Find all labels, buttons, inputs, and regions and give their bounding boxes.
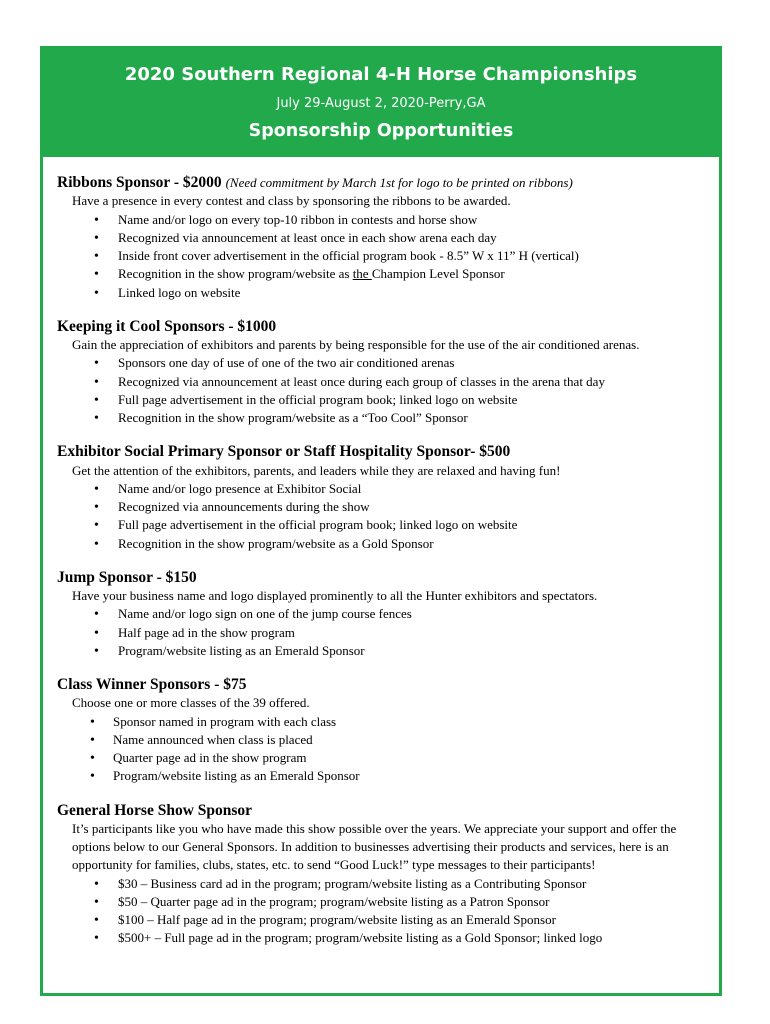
section-jump-sponsor [57,569,719,660]
list-item [57,284,719,302]
list-item-text: Recognition in the show program/website as a “Too Cool” Sponsor [118,410,468,425]
bullet-icon [94,516,99,535]
section-general-sponsor [57,802,719,948]
section-ribbons-sponsor [57,174,719,302]
list-item [57,767,719,785]
list-item-text: Sponsors one day of use of one of the two air conditioned arenas [118,355,455,371]
bullet-icon [94,498,99,517]
list-item [57,749,719,767]
bullet-icon [94,480,99,499]
bullet-icon [94,391,99,410]
list-item [57,875,719,893]
event-title: 2020 Southern Regional 4-H Horse Championships [124,64,638,85]
section-title-text: Ribbons Sponsor - $2000 [57,174,222,191]
section-description: Gain the appreciation of exhibitors and parents by being responsible for the use of the air conditioned arenas. [72,337,640,352]
list-item-text: Inside front cover advertisement in the official program book - 8.5” W x 11” H (vertical) [118,248,579,263]
bullet-icon [94,373,99,392]
list-item [57,373,719,391]
page-subtitle: Sponsorship Opportunities [248,121,514,141]
list-item-text: Recognized via announcement at least once during each group of classes in the arena that day [118,373,605,389]
list-item [57,642,719,660]
bullet-icon [94,911,99,930]
section-title: Jump Sponsor - $150 [57,568,197,586]
list-item [57,893,719,911]
list-item [57,911,719,929]
list-item-text: Name and/or logo presence at Exhibitor Social [118,480,362,496]
bullet-icon [94,893,99,912]
section-keeping-cool-sponsors [57,318,719,428]
list-item [57,211,719,229]
list-item [57,731,719,749]
list-item-text: Program/website listing as an Emerald Sponsor [118,642,365,658]
section-description: It’s participants like you who have made this show possible over the years. We appreciate your support and offer the options below to our General Sponsors. In addition to businesses advertising their products and services, here is an opportunity for families, clubs, states, etc. to send “Good Luck!” type messages to their participants! [72,820,677,873]
list-item-text: $100 – Half page ad in the program; program/website listing as an Emerald Sponsor [118,912,556,927]
list-item-text: Quarter page ad in the show program [113,750,307,765]
bullet-icon [94,929,99,948]
list-item [57,624,719,642]
event-dates: July 29-August 2, 2020-Perry,GA [276,96,486,111]
section-title: Exhibitor Social Primary Sponsor or Staff Hospitality Sponsor- $500 [57,443,511,461]
list-item [57,409,719,427]
list-item-text: Name and/or logo on every top-10 ribbon in contests and horse show [118,211,478,227]
section-description: Choose one or more classes of the 39 offered. [72,695,310,711]
section-description: Have your business name and logo displayed prominently to all the Hunter exhibitors and spectators. [72,588,598,603]
bullet-icon [94,284,99,303]
list-item [57,354,719,372]
list-item-text: $30 – Business card ad in the program; program/website listing as a Contributing Sponsor [118,875,587,891]
list-item [57,605,719,623]
list-item [57,265,719,283]
bullet-icon [94,535,99,554]
bullet-icon [94,409,99,428]
section-title: Keeping it Cool Sponsors - $1000 [57,317,277,335]
bullet-icon [90,713,95,732]
list-item-text: Full page advertisement in the official program book; linked logo on website [118,517,518,533]
underlined-text: the [352,266,372,282]
benefit-list [57,605,719,660]
list-item-text: Recognized via announcements during the show [118,499,370,514]
list-item [57,713,719,731]
benefit-list [57,354,719,427]
section-title [57,174,719,192]
bullet-icon [94,605,99,624]
bullet-icon [94,624,99,643]
page-header [40,46,722,157]
list-item [57,929,719,947]
list-item-text: $50 – Quarter page ad in the program; program/website listing as a Patron Sponsor [118,893,550,909]
section-note: (Need commitment by March 1st for logo to be printed on ribbons) [225,175,573,190]
list-item [57,535,719,553]
list-item [57,498,719,516]
bullet-icon [90,731,95,750]
list-item [57,516,719,534]
section-title: General Horse Show Sponsor [57,801,253,819]
bullet-icon [94,642,99,661]
bullet-icon [90,767,95,786]
benefit-list [57,480,719,553]
list-item-text: Name announced when class is placed [113,731,313,747]
list-item-text: Half page ad in the show program [118,624,295,640]
bullet-icon [94,247,99,266]
bullet-icon [94,229,99,248]
section-exhibitor-social-sponsor [57,443,719,553]
list-item-text: Linked logo on website [118,284,241,300]
sponsorship-list [40,157,722,996]
bullet-icon [94,211,99,230]
list-item-text: $500+ – Full page ad in the program; program/website listing as a Gold Sponsor; linked logo [118,930,603,946]
benefit-list [57,875,719,948]
section-title: Class Winner Sponsors - $75 [57,676,247,693]
list-item-text: Name and/or logo sign on one of the jump course fences [118,606,412,622]
list-item-text: Full page advertisement in the official program book; linked logo on website [118,391,518,407]
bullet-icon [94,354,99,373]
benefit-list [57,713,719,786]
list-item-text: Champion Level Sponsor [371,266,505,282]
list-item [57,480,719,498]
list-item-text: Sponsor named in program with each class [113,713,337,729]
section-class-winner-sponsors [57,676,719,786]
list-item-text: Program/website listing as an Emerald Sponsor [113,768,360,784]
section-description: Have a presence in every contest and class by sponsoring the ribbons to be awarded. [72,193,511,209]
list-item-text: Recognized via announcement at least once in each show arena each day [118,229,497,245]
bullet-icon [94,875,99,894]
benefit-list [57,211,719,302]
list-item-text: Recognition in the show program/website as [118,266,353,282]
bullet-icon [94,265,99,284]
bullet-icon [90,749,95,768]
list-item [57,247,719,265]
sponsorship-page [40,46,722,996]
section-description: Get the attention of the exhibitors, parents, and leaders while they are relaxed and having fun! [72,462,561,478]
list-item-text: Recognition in the show program/website as a Gold Sponsor [118,535,434,551]
list-item [57,229,719,247]
list-item [57,391,719,409]
